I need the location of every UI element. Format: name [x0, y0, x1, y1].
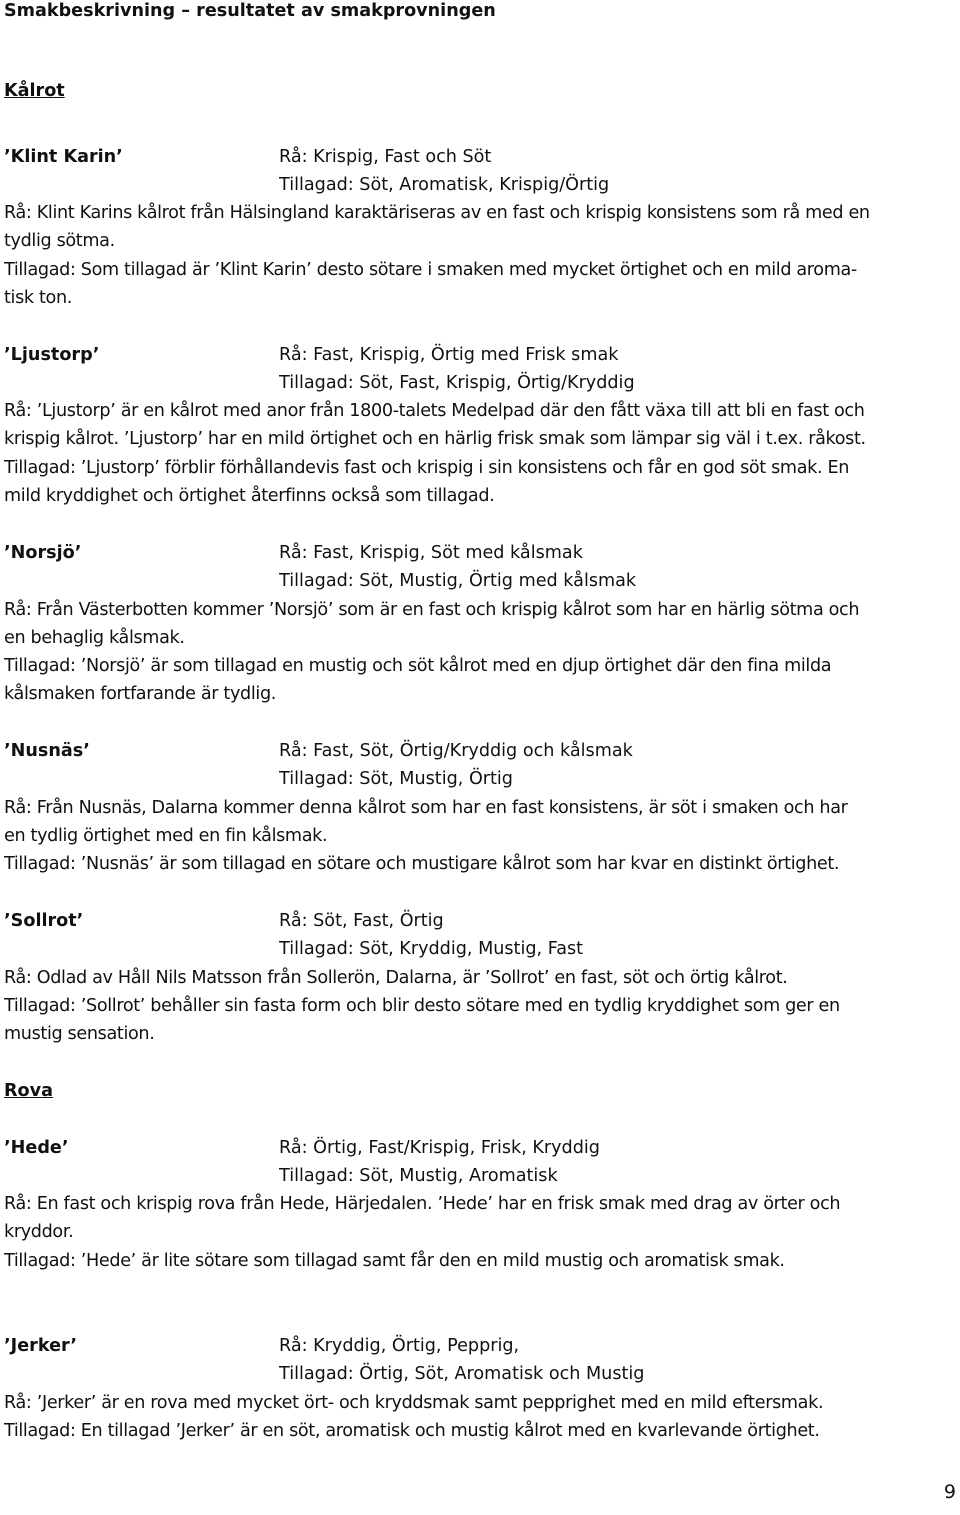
variety-name-sollrot: ’Sollrot’	[4, 911, 84, 931]
variety-name-nusnas: ’Nusnäs’	[4, 741, 90, 761]
variety-ra-tags: Rå: Söt, Fast, Örtig	[279, 911, 444, 931]
description-line: Rå: Odlad av Håll Nils Matsson från Sollerön, Dalarna, är ’Sollrot’ en fast, söt och örtig kålrot.	[4, 968, 788, 988]
description-line: Tillagad: ’Nusnäs’ är som tillagad en sötare och mustigare kålrot som har kvar en distinkt örtighet.	[4, 854, 840, 874]
variety-tillagad-tags: Tillagad: Söt, Mustig, Örtig med kålsmak	[279, 571, 637, 591]
variety-ra-tags: Rå: Fast, Söt, Örtig/Kryddig och kålsmak	[279, 741, 633, 761]
description-line: Rå: Från Västerbotten kommer ’Norsjö’ som är en fast och krispig kålrot som har en härlig sötma och	[4, 600, 860, 620]
description-line: Tillagad: Som tillagad är ’Klint Karin’ desto sötare i smaken med mycket örtighet och en mild aroma-	[4, 260, 857, 280]
section-heading-kalrot: Kålrot	[4, 81, 65, 101]
variety-tillagad-tags: Tillagad: Söt, Fast, Krispig, Örtig/Kryddig	[279, 373, 635, 393]
variety-tillagad-tags: Tillagad: Söt, Mustig, Aromatisk	[279, 1166, 558, 1186]
variety-name-ljustorp: ’Ljustorp’	[4, 345, 100, 365]
section-heading-rova: Rova	[4, 1081, 53, 1101]
description-line: tisk ton.	[4, 288, 72, 308]
description-line: Rå: Från Nusnäs, Dalarna kommer denna kålrot som har en fast konsistens, är söt i smaken och har	[4, 798, 848, 818]
description-line: Tillagad: En tillagad ’Jerker’ är en söt, aromatisk och mustig kålrot med en kvarlevande örtighet.	[4, 1421, 820, 1441]
description-line: Tillagad: ’Hede’ är lite sötare som tillagad samt får den en mild mustig och aromatisk smak.	[4, 1251, 785, 1271]
description-line: Tillagad: ’Sollrot’ behåller sin fasta form och blir desto sötare med en tydlig kryddighet som ger en	[4, 996, 840, 1016]
variety-ra-tags: Rå: Örtig, Fast/Krispig, Frisk, Kryddig	[279, 1138, 600, 1158]
page-title: Smakbeskrivning – resultatet av smakprovningen	[4, 1, 496, 21]
description-line: mustig sensation.	[4, 1024, 155, 1044]
description-line: mild kryddighet och örtighet återfinns också som tillagad.	[4, 486, 495, 506]
description-line: tydlig sötma.	[4, 231, 115, 251]
variety-name-hede: ’Hede’	[4, 1138, 69, 1158]
variety-ra-tags: Rå: Krispig, Fast och Söt	[279, 147, 492, 167]
variety-ra-tags: Rå: Kryddig, Örtig, Pepprig,	[279, 1336, 520, 1356]
description-line: Rå: ’Jerker’ är en rova med mycket ört- och kryddsmak samt pepprighet med en mild eftersmak.	[4, 1393, 824, 1413]
description-line: krispig kålrot. ’Ljustorp’ har en mild örtighet och en härlig frisk smak som lämpar sig väl i t.ex. råkost.	[4, 429, 866, 449]
variety-ra-tags: Rå: Fast, Krispig, Örtig med Frisk smak	[279, 345, 619, 365]
description-line: Rå: Klint Karins kålrot från Hälsingland karaktäriseras av en fast och krispig konsistens som rå med en	[4, 203, 870, 223]
description-line: Tillagad: ’Norsjö’ är som tillagad en mustig och söt kålrot med en djup örtighet där den fina milda	[4, 656, 832, 676]
description-line: Rå: En fast och krispig rova från Hede, Härjedalen. ’Hede’ har en frisk smak med drag av örter och	[4, 1194, 841, 1214]
description-line: Rå: ’Ljustorp’ är en kålrot med anor från 1800-talets Medelpad där den fått växa till att bli en fast och	[4, 401, 865, 421]
variety-tillagad-tags: Tillagad: Söt, Mustig, Örtig	[279, 769, 513, 789]
variety-tillagad-tags: Tillagad: Söt, Kryddig, Mustig, Fast	[279, 939, 584, 959]
description-line: kålsmaken fortfarande är tydlig.	[4, 684, 277, 704]
description-line: Tillagad: ’Ljustorp’ förblir förhållandevis fast och krispig i sin konsistens och får en god söt smak. En	[4, 458, 850, 478]
variety-tillagad-tags: Tillagad: Örtig, Söt, Aromatisk och Mustig	[279, 1364, 645, 1384]
variety-name-jerker: ’Jerker’	[4, 1336, 78, 1356]
variety-name-klint-karin: ’Klint Karin’	[4, 147, 123, 167]
variety-tillagad-tags: Tillagad: Söt, Aromatisk, Krispig/Örtig	[279, 175, 610, 195]
variety-ra-tags: Rå: Fast, Krispig, Söt med kålsmak	[279, 543, 583, 563]
description-line: en behaglig kålsmak.	[4, 628, 185, 648]
page-number: 9	[943, 1481, 956, 1503]
description-line: en tydlig örtighet med en fin kålsmak.	[4, 826, 328, 846]
variety-name-norsjo: ’Norsjö’	[4, 543, 82, 563]
description-line: kryddor.	[4, 1222, 74, 1242]
